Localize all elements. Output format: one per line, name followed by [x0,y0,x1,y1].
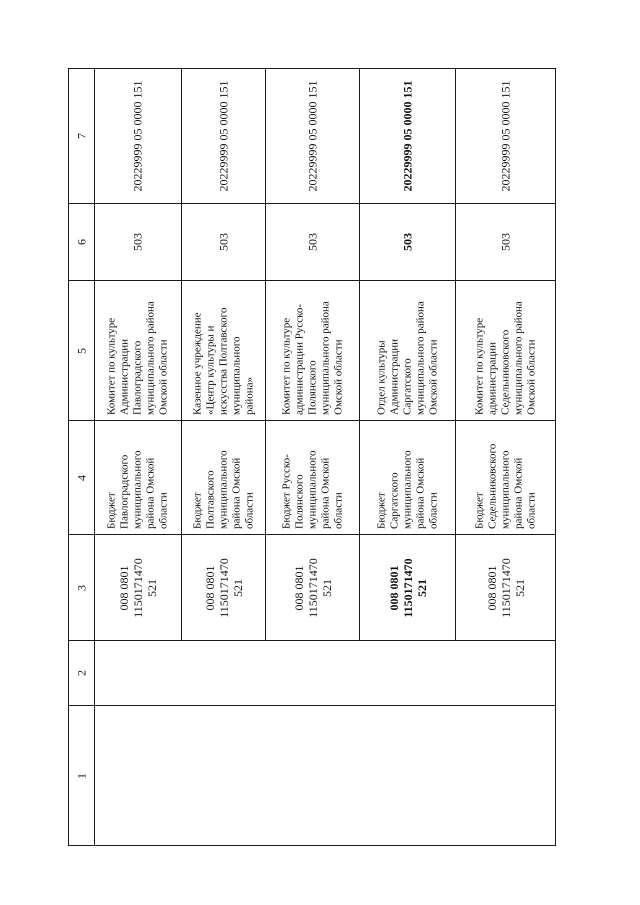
budget-code-text: 008 0801 1150171470 521 [386,558,429,618]
header-cell-1 [69,706,94,845]
income-code-text: 20229999 05 0000 151 [130,80,145,192]
chapter-text: 503 [130,233,145,251]
chapter-text: 503 [216,233,230,251]
row-5-budget-code-cell [456,541,555,635]
table-border-top [68,68,556,69]
recipient-text: Бюджет Полтавского муниципального района Омской области [191,450,255,529]
row-3-income-code-cell [266,70,359,202]
column-sep-1-2 [68,705,556,706]
document-table [68,68,556,846]
row-1-administrator-cell [95,284,181,418]
administrator-text: Отдел культуры Администрации Саргатского муниципального района Омской области [375,301,439,415]
row-2-administrator-cell [182,284,265,418]
administrator-text: Комитет по культуре администрации Русско- Полянского муниципального района Омской области [280,301,344,415]
column-sep-5-6 [68,280,556,281]
recipient-text: Бюджет Русско- Полянского муниципального района Омской области [280,450,344,529]
budget-code-text: 008 0801 1150171470 521 [202,558,245,618]
income-code-text: 20229999 05 0000 151 [216,80,230,192]
row-5-chapter-cell [456,205,555,279]
budget-code-text: 008 0801 1150171470 521 [291,558,334,618]
header-number: 6 [74,239,88,245]
income-code-text: 20229999 05 0000 151 [400,80,414,192]
recipient-text: Бюджет Саргатского муниципального района Омской области [375,450,439,529]
header-cell-3 [69,535,94,640]
row-4-administrator-cell [360,284,455,418]
row-5-administrator-cell [456,284,555,418]
table-border-right [555,68,556,846]
row-2-recipient-cell [182,424,265,532]
header-cell-2 [69,641,94,705]
budget-code-text: 008 0801 1150171470 521 [484,558,527,618]
header-cell-6 [69,204,94,280]
recipient-text: Бюджет Павлоградского муниципального района Омской области [105,450,170,529]
row-1-chapter-cell [95,205,181,279]
header-cell-5 [69,281,94,420]
row-3-budget-code-cell [266,541,359,635]
income-code-text: 20229999 05 0000 151 [305,80,319,192]
chapter-text: 503 [305,233,319,251]
header-cell-7 [69,69,94,203]
row-1-budget-code-cell [95,541,181,635]
header-number: 5 [74,347,88,354]
income-code-text: 20229999 05 0000 151 [498,80,512,192]
header-number: 4 [74,474,88,481]
header-number: 3 [74,584,88,591]
row-1-income-code-cell [95,70,181,202]
chapter-text: 503 [498,233,512,251]
administrator-text: Казенное учреждение «Центр культуры и искусства Полтавского муниципального района» [191,307,255,415]
chapter-text: 503 [400,233,414,251]
column-sep-4-5 [68,420,556,421]
budget-code-text: 008 0801 1150171470 521 [117,558,159,618]
column-sep-3-4 [68,534,556,535]
header-number: 1 [74,772,88,779]
column-sep-2-3 [68,640,556,641]
header-number: 2 [74,670,88,676]
row-2-chapter-cell [182,205,265,279]
row-5-recipient-cell [456,424,555,532]
row-2-income-code-cell [182,70,265,202]
row-3-recipient-cell [266,424,359,532]
row-2-budget-code-cell [182,541,265,635]
header-number: 7 [74,133,88,139]
row-4-budget-code-cell [360,541,455,635]
row-5-income-code-cell [456,70,555,202]
administrator-text: Комитет по культуре Администрации Павлоградского муниципального района Омской области [105,301,170,415]
row-4-recipient-cell [360,424,455,532]
administrator-text: Комитет по культуре администрации Седельниковского муниципального района Омской области [473,301,537,415]
header-cell-4 [69,421,94,534]
row-3-administrator-cell [266,284,359,418]
row-4-income-code-cell [360,70,455,202]
table-border-bottom [68,845,556,846]
row-4-chapter-cell [360,205,455,279]
row-3-chapter-cell [266,205,359,279]
column-sep-6-7 [68,203,556,204]
row-1-recipient-cell [95,424,181,532]
recipient-text: Бюджет Седельниковского муниципального района Омской области [473,443,537,529]
